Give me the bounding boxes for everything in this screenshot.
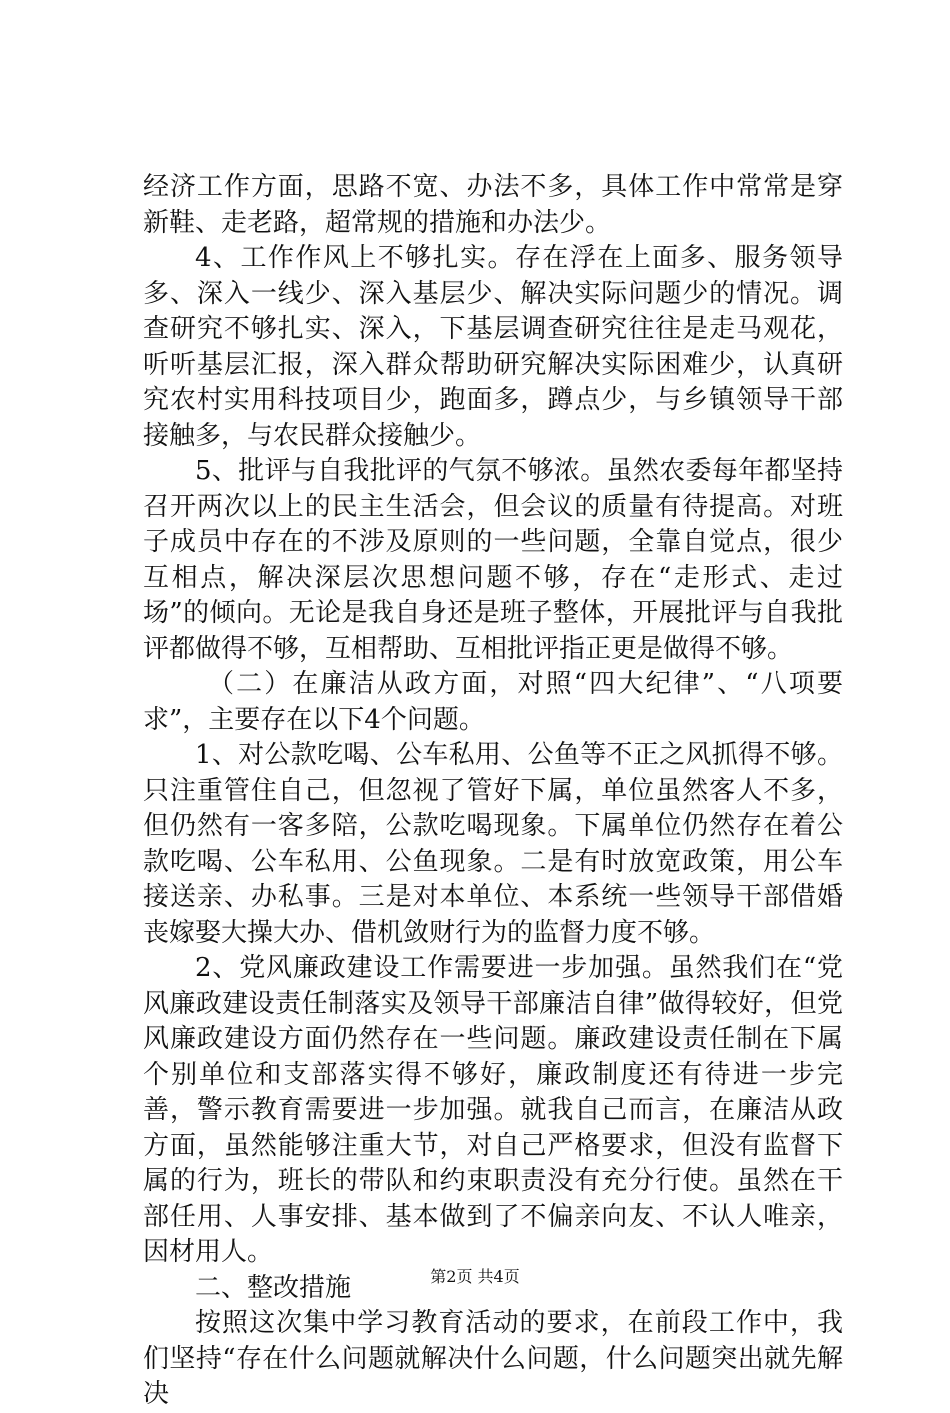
body-text bbox=[143, 170, 843, 1413]
paragraph-item-5: 5、批评与自我批评的气氛不够浓。虽然农委每年都坚持召开两次以上的民主生活会，但会议的质量有待提高。对班子成员中存在的不涉及原则的一些问题，全靠自觉点，很少互相点，解决深层次思想问题不够，存在“走形式、走过场”的倾向。无论是我自身还是班子整体，开展批评与自我批评都做得不够，互相帮助、互相批评指正更是做得不够。 bbox=[143, 456, 843, 664]
section-heading-rectification: 二、整改措施 bbox=[195, 1272, 352, 1303]
paragraph-rectification-intro: 按照这次集中学习教育活动的要求，在前段工作中，我们坚持“存在什么问题就解决什么问题，什么问题突出就先解决 bbox=[143, 1308, 843, 1409]
paragraph-integrity-item-1: 1、对公款吃喝、公车私用、公鱼等不正之风抓得不够。只注重管住自己，但忽视了管好下属，单位虽然客人不多，但仍然有一客多陪，公款吃喝现象。下属单位仍然存在着公款吃喝、公车私用、公鱼现象。二是有时放宽政策，用公车接送亲、办私事。三是对本单位、本系统一些领导干部借婚丧嫁娶大操大办、借机敛财行为的监督力度不够。 bbox=[143, 740, 843, 948]
paragraph-integrity-item-2: 2、党风廉政建设工作需要进一步加强。虽然我们在“党风廉政建设责任制落实及领导干部廉洁自律”做得较好，但党风廉政建设方面仍然存在一些问题。廉政建设责任制在下属个别单位和支部落实得不够好，廉政制度还有待进一步完善，警示教育需要进一步加强。就我自己而言，在廉洁从政方面，虽然能够注重大节，对自己严格要求，但没有监督下属的行为，班长的带队和约束职责没有充分行使。虽然在干部任用、人事安排、基本做到了不偏亲向友、不认人唯亲，因材用人。 bbox=[143, 953, 843, 1267]
page-footer: 第2页 共4页 bbox=[430, 1267, 520, 1286]
paragraph-continuation: 经济工作方面，思路不宽、办法不多，具体工作中常常是穿新鞋、走老路，超常规的措施和办法少。 bbox=[143, 172, 843, 238]
section-heading-integrity: （二）在廉洁从政方面，对照“四大纪律”、“八项要求”，主要存在以下4个问题。 bbox=[143, 669, 843, 735]
paragraph-item-4: 4、工作作风上不够扎实。存在浮在上面多、服务领导多、深入一线少、深入基层少、解决实际问题少的情况。调查研究不够扎实、深入，下基层调查研究往往是走马观花，听听基层汇报，深入群众帮助研究解决实际困难少，认真研究农村实用科技项目少，跑面多，蹲点少，与乡镇领导干部接触多，与农民群众接触少。 bbox=[143, 243, 843, 451]
